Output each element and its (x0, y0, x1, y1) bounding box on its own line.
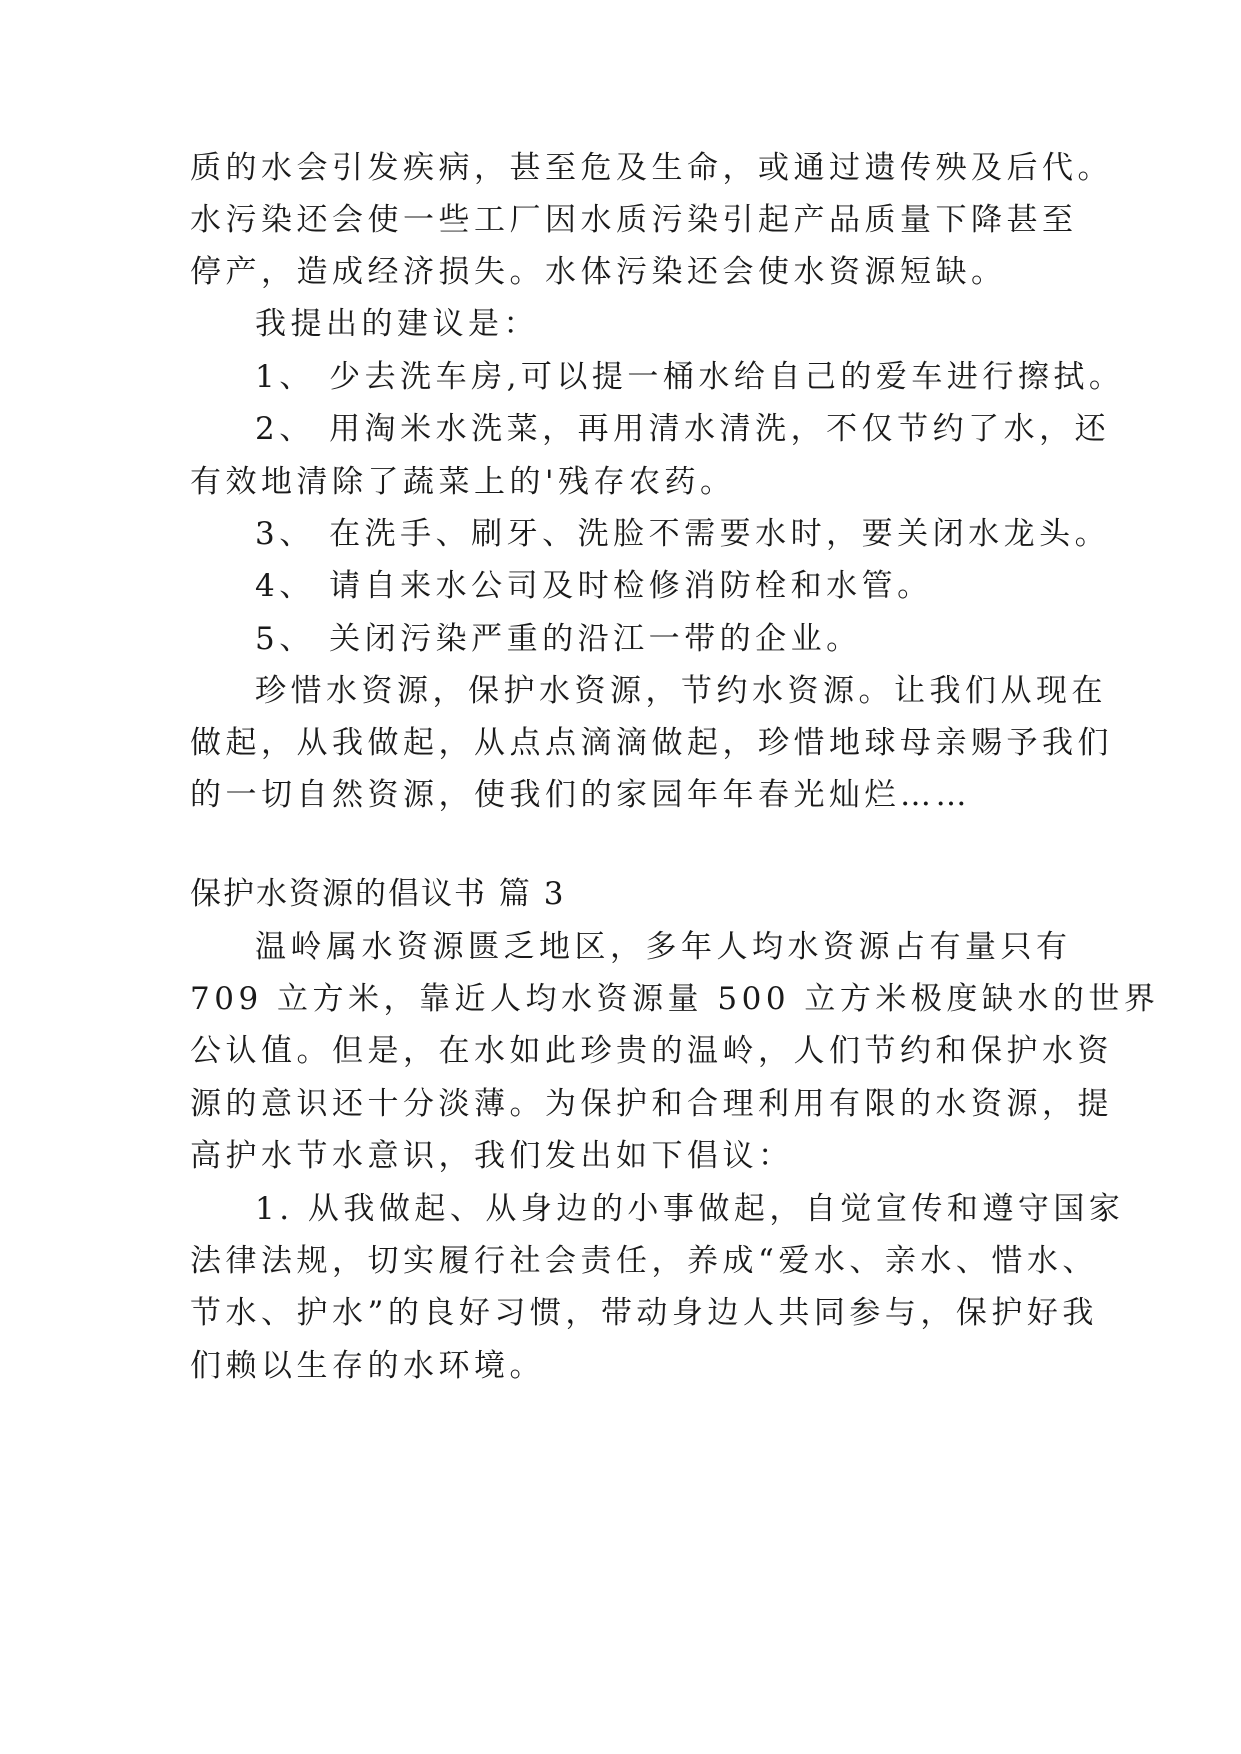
paragraph-line: 节水、护水”的良好习惯，带动身边人共同参与，保护好我 (190, 1295, 1098, 1331)
list-item: 3、 在洗手、刷牙、洗脸不需要水时，要关闭水龙头。 (255, 516, 1111, 552)
paragraph-line: 高护水节水意识，我们发出如下倡议： (190, 1138, 794, 1174)
paragraph-line: 有效地清除了蔬菜上的'残存农药。 (190, 464, 736, 500)
paragraph-line: 温岭属水资源匮乏地区，多年人均水资源占有量只有 (255, 929, 1072, 965)
paragraph-line: 珍惜水资源，保护水资源，节约水资源。让我们从现在 (255, 673, 1107, 709)
paragraph-line: 公认值。但是，在水如此珍贵的温岭，人们节约和保护水资 (190, 1033, 1113, 1069)
paragraph-line: 水污染还会使一些工厂因水质污染引起产品质量下降甚至 (190, 202, 1078, 238)
list-item: 2、 用淘米水洗菜，再用清水清洗，不仅节约了水，还 (255, 411, 1111, 447)
paragraph-line: 们赖以生存的水环境。 (190, 1348, 545, 1384)
paragraph-line: 709 立方米，靠近人均水资源量 500 立方米极度缺水的世界 (190, 981, 1160, 1017)
paragraph-line: 做起，从我做起，从点点滴滴做起，珍惜地球母亲赐予我们 (190, 725, 1113, 761)
section-heading: 保护水资源的倡议书 篇 3 (190, 876, 566, 912)
list-item: 4、 请自来水公司及时检修消防栓和水管。 (255, 568, 933, 604)
paragraph-line: 法律法规，切实履行社会责任，养成“爱水、亲水、惜水、 (190, 1243, 1098, 1279)
list-item: 5、 关闭污染严重的沿江一带的企业。 (255, 621, 862, 657)
paragraph-line: 我提出的建议是： (255, 306, 539, 342)
list-item: 1、 少去洗车房,可以提一桶水给自己的爱车进行擦拭。 (255, 359, 1125, 395)
list-item: 1. 从我做起、从身边的小事做起，自觉宣传和遵守国家 (255, 1191, 1125, 1227)
paragraph-line: 源的意识还十分淡薄。为保护和合理利用有限的水资源，提 (190, 1086, 1113, 1122)
paragraph-line: 的一切自然资源，使我们的家园年年春光灿烂…… (190, 777, 971, 813)
paragraph-line: 停产，造成经济损失。水体污染还会使水资源短缺。 (190, 254, 1007, 290)
paragraph-line: 质的水会引发疾病，甚至危及生命，或通过遗传殃及后代。 (190, 150, 1113, 186)
